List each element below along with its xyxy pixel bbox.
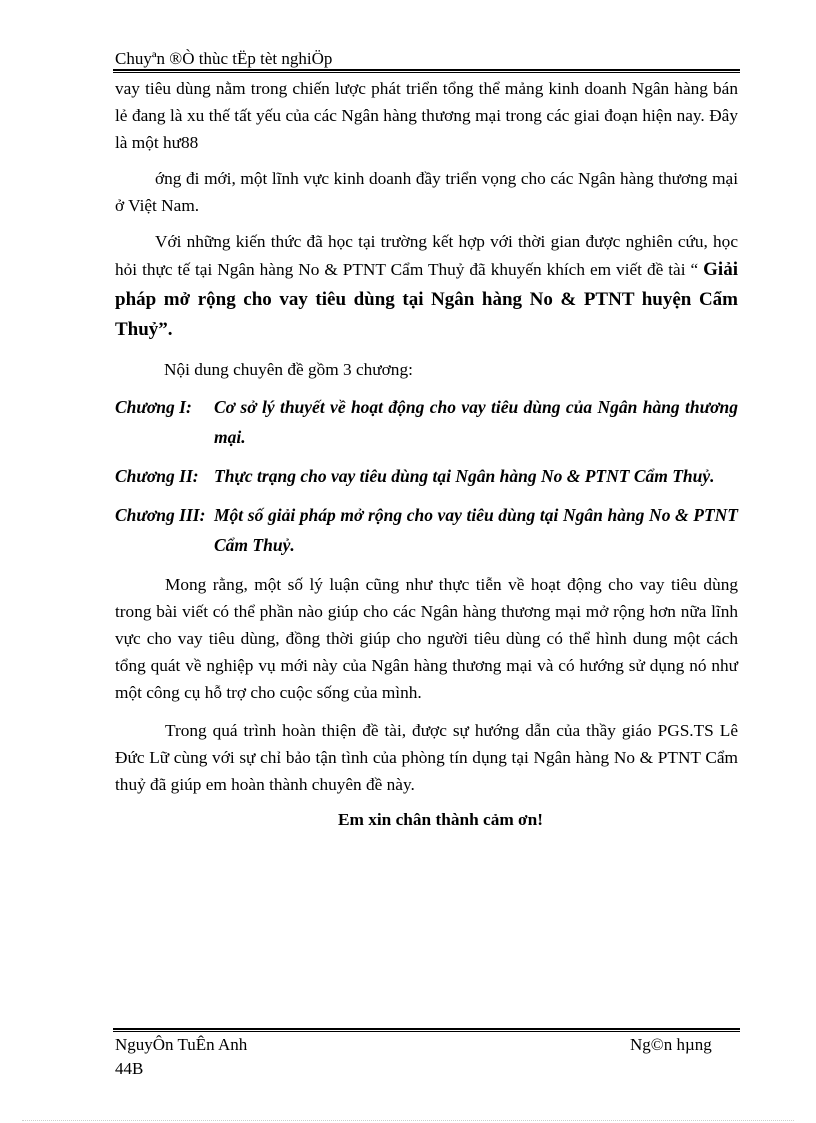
footer-class: 44B xyxy=(115,1059,144,1078)
footer-author-block xyxy=(115,1033,247,1081)
paragraph-3-intro: Với những kiến thức đã học tại trường kết hợp với thời gian được nghiên cứu, học hỏi thực tế tại Ngân hàng No & PTNT Cẩm Thuỷ đã khuyến khích em viết đề tài “ xyxy=(115,232,738,279)
paragraph-3 xyxy=(115,228,738,345)
chapter-title: Cơ sở lý thuyết về hoạt động cho vay tiêu dùng của Ngân hàng thương mại. xyxy=(214,397,738,447)
footer-rule xyxy=(113,1028,740,1032)
chapter-title: Một số giải pháp mở rộng cho vay tiêu dùng tại Ngân hàng No & PTNT Cẩm Thuỷ. xyxy=(214,505,738,555)
chapter-item xyxy=(115,500,738,560)
chapter-label: Chương II: xyxy=(115,466,199,486)
paragraph-4: Nội dung chuyên đề gồm 3 chương: xyxy=(164,360,413,379)
footer-author: NguyÔn TuÊn Anh xyxy=(115,1035,248,1054)
chapter-item xyxy=(115,392,738,452)
paragraph-1: vay tiêu dùng nằm trong chiến lược phát triển tổng thể mảng kinh doanh Ngân hàng bán lẻ đang là xu thế tất yếu của các Ngân hàng thương mại trong các giai đoạn hiện nay. Đây là một hư88 xyxy=(115,79,738,152)
page-header-title: Chuyªn ®Ò thùc tËp tèt nghiÖp xyxy=(115,49,333,68)
chapter-label: Chương I: xyxy=(115,397,192,417)
chapter-item xyxy=(115,461,738,491)
footer-major: Ng©n hµng xyxy=(630,1035,712,1054)
thesis-topic-title: Giải pháp mở rộng cho vay tiêu dùng tại Ngân hàng No & PTNT huyện Cẩm Thuỷ”. xyxy=(115,259,738,340)
chapter-title: Thực trạng cho vay tiêu dùng tại Ngân hàng No & PTNT Cẩm Thuỷ. xyxy=(214,466,715,486)
page-edge-divider xyxy=(22,1120,794,1121)
paragraph-5: Mong rằng, một số lý luận cũng như thực tiễn về hoạt động cho vay tiêu dùng trong bài viết có thể phần nào giúp cho các Ngân hàng thương mại mở rộng hơn nữa lĩnh vực cho vay tiêu dùng, đồng thời giúp cho người tiêu dùng có thể hình dung một cách tổng quát về nghiệp vụ mới này của Ngân hàng thương mại và có hướng sử dụng nó như một công cụ hỗ trợ cho cuộc sống của mình. xyxy=(115,575,738,702)
paragraph-2: ớng đi mới, một lĩnh vực kinh doanh đầy triển vọng cho các Ngân hàng thương mại ở Việt Nam. xyxy=(115,169,738,215)
paragraph-6: Trong quá trình hoàn thiện đề tài, được sự hướng dẫn của thầy giáo PGS.TS Lê Đức Lữ cùng với sự chỉ bảo tận tình của phòng tín dụng tại Ngân hàng No & PTNT Cẩm thuỷ đã giúp em hoàn thành chuyên đề này. xyxy=(115,721,738,794)
chapter-label: Chương III: xyxy=(115,505,206,525)
document-body xyxy=(115,75,738,833)
header-rule xyxy=(113,69,740,73)
closing-thanks: Em xin chân thành cảm ơn! xyxy=(338,810,543,829)
